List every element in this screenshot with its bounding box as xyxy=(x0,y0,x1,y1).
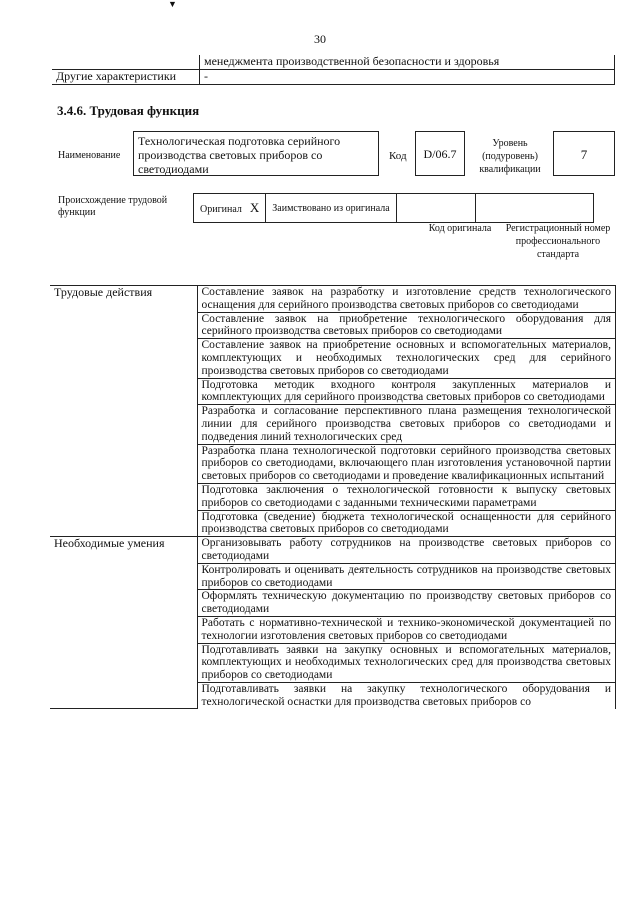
main-table xyxy=(50,285,616,709)
top-mark: ▼ xyxy=(168,0,177,9)
top-table-label xyxy=(52,55,200,70)
origin-borrowed-label: Заимствовано из оригинала xyxy=(272,202,390,214)
section-title: 3.4.6. Трудовая функция xyxy=(57,103,200,118)
table-row xyxy=(50,537,616,564)
labor-action-group-label: Трудовые действия xyxy=(50,286,197,537)
level-label: Уровень (подуровень) квалификации xyxy=(479,138,541,175)
skill-item: Оформлять техническую документацию по производству световых приборов со светодиодами xyxy=(197,590,616,617)
labor-action-item: Разработка плана технологической подготовки серийного производства световых приборов со светодиодами, включающего план изготовления установочной партии световых приборов со светодиодами и проведение квалификационных испытаний xyxy=(197,444,616,483)
origin-original-cell xyxy=(194,194,266,223)
code-value: D/06.7 xyxy=(415,131,465,176)
labor-action-item: Подготовка заключения о технологической готовности к выпуску световых приборов со светодиодами с заданными техническими параметрами xyxy=(197,483,616,510)
skill-group-label: Необходимые умения xyxy=(50,537,197,709)
name-value: Технологическая подготовка серийного производства световых приборов со светодиодами xyxy=(133,131,379,176)
origin-original-mark: X xyxy=(249,200,260,215)
labor-action-item: Составление заявок на разработку и изготовление средств технологического оснащения для серийного производства световых приборов со светодиодами xyxy=(197,286,616,313)
skill-item: Работать с нормативно-технической и технико-экономической документацией по технологии изготовления световых приборов со светодиодами xyxy=(197,616,616,643)
skill-item: Подготавливать заявки на закупку технологического оборудования и технологической оснастки для производства световых приборов со xyxy=(197,682,616,708)
table-row xyxy=(50,286,616,313)
top-table-row xyxy=(52,55,615,70)
labor-action-item: Подготовка (сведение) бюджета технологической оснащенности для серийного производства световых приборов со светодиодами xyxy=(197,510,616,537)
labor-action-item: Составление заявок на приобретение основных и вспомогательных материалов, комплектующих и необходимых технологических сред для серийного производства световых приборов со светодиодами xyxy=(197,339,616,378)
origin-table xyxy=(193,193,594,223)
origin-code-cell xyxy=(396,194,475,223)
main-table-body xyxy=(50,286,616,709)
skill-item: Организовывать работу сотрудников на производстве световых приборов со светодиодами xyxy=(197,537,616,564)
registration-caption: Регистрационный номер профессионального стандарта xyxy=(505,223,611,260)
origin-original-label: Оригинал xyxy=(200,204,242,215)
page-number: 30 xyxy=(314,32,326,46)
labor-action-item: Разработка и согласование перспективного плана размещения технологической линии для серийного производства световых приборов со светодиодами и подведения линий технологических сред xyxy=(197,405,616,444)
origin-borrowed-cell xyxy=(266,194,396,223)
code-label: Код xyxy=(389,150,407,162)
top-table xyxy=(52,55,615,85)
origin-reg-cell xyxy=(475,194,593,223)
top-table-row xyxy=(52,70,615,85)
labor-action-item: Составление заявок на приобретение технологического оборудования для серийного производства световых приборов со светодиодами xyxy=(197,312,616,339)
top-table-value: - xyxy=(200,70,615,85)
origin-label: Происхождение трудовой функции xyxy=(58,195,168,218)
skill-item: Подготавливать заявки на закупку основных и вспомогательных материалов, комплектующих и необходимых технологических сред для производства световых приборов со светодиодами xyxy=(197,643,616,682)
labor-action-item: Подготовка методик входного контроля закупленных материалов и комплектующих для серийного производства световых приборов со светодиодами xyxy=(197,378,616,405)
code-original-caption: Код оригинала xyxy=(428,223,492,234)
top-table-label: Другие характеристики xyxy=(52,70,200,85)
skill-item: Контролировать и оценивать деятельность сотрудников на производстве световых приборов со светодиодами xyxy=(197,563,616,590)
name-label: Наименование xyxy=(58,150,121,161)
top-table-value: менеджмента производственной безопасности и здоровья xyxy=(200,55,615,70)
level-value: 7 xyxy=(553,131,615,176)
